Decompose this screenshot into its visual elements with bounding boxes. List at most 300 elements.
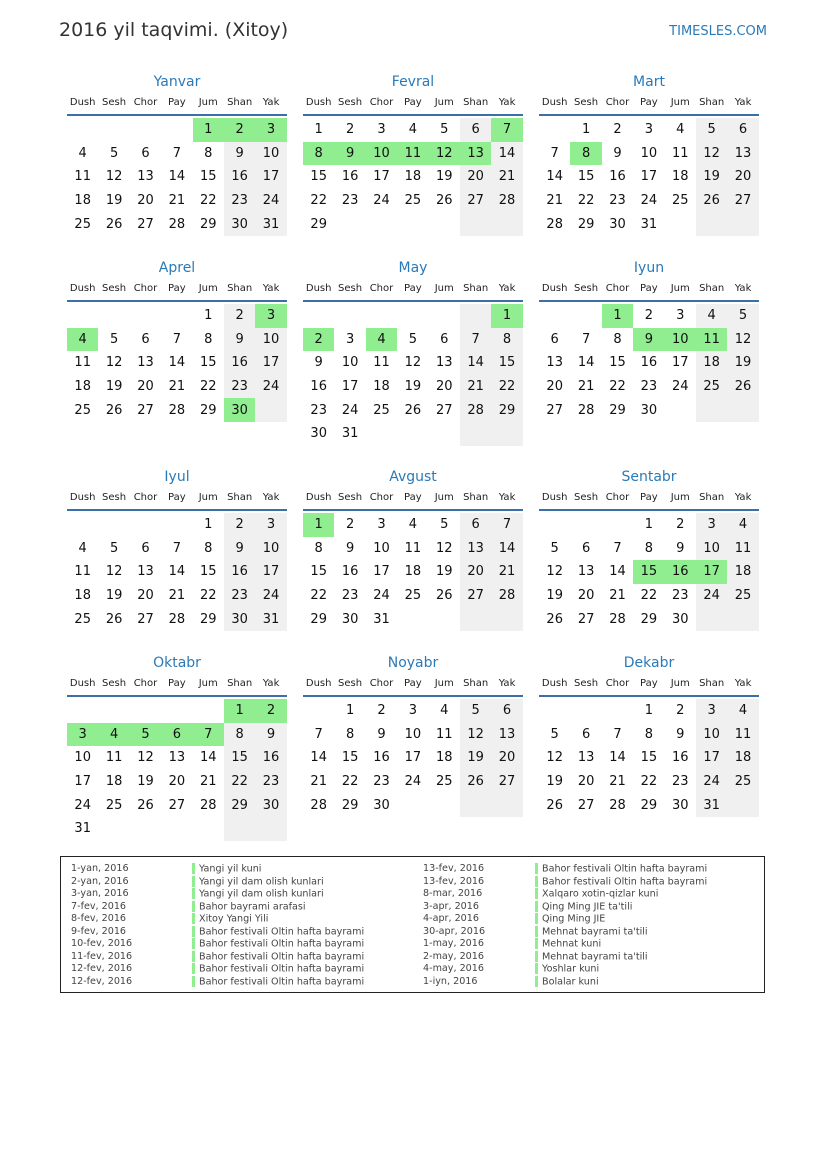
legend-holiday-name: [535, 938, 707, 951]
day-cell: 23: [373, 774, 390, 790]
empty-cell: [727, 793, 758, 817]
month-name: May: [398, 260, 428, 276]
day-cell: 6: [550, 331, 559, 347]
day-cell: 3: [696, 699, 727, 723]
day-cell: 15: [224, 746, 255, 770]
day-cell: 30: [224, 607, 255, 631]
weekday-label: Sesh: [574, 283, 599, 294]
day-cell: 12: [727, 328, 758, 352]
empty-cell: [255, 398, 286, 422]
day-cell: 29: [609, 402, 626, 418]
day-cell: 24: [696, 770, 727, 794]
day-cell: 8: [224, 723, 255, 747]
day-cell: 30: [341, 611, 359, 627]
weekday-label: Yak: [262, 492, 280, 503]
day-cell: 28: [491, 584, 522, 608]
weekday-label: Pay: [404, 283, 422, 294]
header-divider: [303, 300, 523, 302]
empty-cell: [193, 817, 224, 841]
holiday-marker: [192, 926, 195, 937]
legend-name-text: Bolalar kuni: [542, 976, 599, 987]
legend-name-text: Qing Ming JIE ta'tili: [542, 901, 633, 912]
legend-name-text: Yangi yil kuni: [199, 863, 262, 875]
day-cell: 2: [676, 517, 685, 533]
legend-holiday-name: [535, 963, 707, 976]
day-cell: 27: [546, 402, 563, 418]
weekday-label: Dush: [69, 97, 96, 108]
holiday-day-cell: 4: [366, 328, 397, 352]
day-cell: 29: [577, 216, 595, 232]
empty-cell: [130, 513, 161, 537]
month-name: Iyun: [633, 260, 665, 276]
holiday-day-cell: 10: [366, 142, 397, 166]
holiday-day-cell: 1: [193, 118, 224, 142]
day-grid: [303, 513, 523, 631]
holiday-marker: [192, 888, 195, 899]
brand-link[interactable]: TIMESLES.COM: [669, 24, 767, 39]
holiday-marker: [192, 963, 195, 974]
day-cell: 22: [199, 588, 217, 604]
weekday-label: Shan: [227, 97, 253, 108]
day-cell: 14: [460, 351, 491, 375]
empty-cell: [67, 118, 98, 142]
day-cell: 28: [199, 797, 217, 813]
weekday-header: [539, 280, 759, 300]
day-cell: 23: [310, 402, 327, 418]
empty-cell: [460, 304, 491, 328]
day-cell: 14: [168, 355, 186, 371]
legend-date: 3-yan, 2016: [71, 888, 129, 899]
weekday-label: Sesh: [102, 678, 127, 689]
legend-holiday-name: [535, 876, 707, 889]
day-cell: 24: [373, 588, 390, 604]
day-cell: 26: [546, 611, 563, 627]
day-cell: 3: [377, 122, 386, 138]
weekday-header: [67, 675, 287, 695]
holiday-day-cell: 1: [303, 513, 334, 537]
day-grid: [303, 118, 523, 236]
day-cell: 18: [74, 193, 91, 209]
weekday-label: Pay: [404, 678, 422, 689]
day-cell: 29: [310, 611, 327, 627]
day-cell: 27: [168, 797, 186, 813]
month-name: Fevral: [391, 74, 435, 90]
day-cell: 11: [74, 169, 91, 185]
empty-cell: [98, 513, 129, 537]
header-divider: [67, 300, 287, 302]
day-cell: 28: [609, 611, 626, 627]
day-cell: 19: [460, 746, 491, 770]
weekday-label: Yak: [734, 283, 752, 294]
day-cell: 12: [105, 355, 123, 371]
day-cell: 13: [460, 537, 491, 561]
weekday-header: [67, 280, 287, 300]
weekday-label: Shan: [227, 283, 253, 294]
holiday-marker: [535, 913, 538, 924]
day-cell: 7: [172, 331, 181, 347]
month-name: Sentabr: [621, 469, 677, 485]
weekday-label: Sesh: [102, 97, 127, 108]
empty-cell: [460, 212, 491, 236]
empty-cell: [539, 118, 570, 142]
empty-cell: [602, 699, 633, 723]
day-cell: 4: [727, 513, 758, 537]
day-grid: [303, 304, 523, 446]
weekday-label: Jum: [434, 492, 454, 503]
day-cell: 10: [640, 145, 658, 161]
day-grid: [67, 513, 287, 631]
day-cell: 13: [577, 564, 595, 580]
day-cell: 11: [105, 750, 123, 766]
legend-date: 2-yan, 2016: [71, 875, 129, 887]
day-cell: 16: [373, 750, 390, 766]
day-cell: 10: [696, 537, 727, 561]
day-cell: 6: [581, 540, 591, 556]
day-cell: 21: [460, 375, 491, 399]
weekday-label: Shan: [699, 97, 725, 108]
day-cell: 31: [255, 607, 286, 631]
day-cell: 18: [696, 351, 727, 375]
day-cell: 21: [168, 588, 186, 604]
month-name: Aprel: [158, 260, 196, 276]
day-cell: 21: [609, 774, 626, 790]
empty-cell: [570, 513, 601, 537]
weekday-label: Yak: [498, 283, 516, 294]
day-cell: 5: [550, 726, 559, 742]
legend-holiday-name: [192, 863, 364, 876]
weekday-label: Chor: [133, 283, 158, 294]
day-cell: 23: [224, 189, 255, 213]
weekday-label: Chor: [369, 678, 394, 689]
day-cell: 6: [727, 118, 758, 142]
empty-cell: [491, 212, 522, 236]
day-cell: 20: [137, 379, 154, 395]
day-cell: 23: [224, 584, 255, 608]
day-cell: 27: [727, 189, 758, 213]
empty-cell: [696, 607, 727, 631]
day-cell: 1: [581, 122, 591, 138]
empty-cell: [98, 699, 129, 723]
legend-date: 1-yan, 2016: [71, 863, 129, 874]
day-cell: 15: [491, 351, 522, 375]
legend-date: 7-fev, 2016: [71, 900, 127, 912]
holiday-day-cell: 16: [665, 560, 696, 584]
day-cell: 19: [137, 774, 154, 790]
day-cell: 17: [255, 165, 286, 189]
day-cell: 2: [224, 304, 255, 328]
empty-cell: [161, 118, 192, 142]
holiday-day-cell: 13: [460, 142, 491, 166]
empty-cell: [429, 212, 460, 236]
empty-cell: [161, 304, 192, 328]
weekday-label: Yak: [734, 492, 752, 503]
empty-cell: [491, 793, 522, 817]
month-oktabr: [67, 654, 287, 841]
day-cell: 11: [404, 540, 422, 556]
day-cell: 15: [609, 355, 626, 371]
weekday-label: Sesh: [574, 492, 599, 503]
day-cell: 23: [341, 588, 359, 604]
day-cell: 5: [550, 540, 559, 556]
day-cell: 4: [408, 122, 417, 138]
day-cell: 19: [435, 564, 453, 580]
legend-name-text: Yoshlar kuni: [542, 963, 600, 975]
day-cell: 16: [255, 746, 286, 770]
weekday-label: Jum: [670, 283, 690, 294]
day-cell: 30: [255, 793, 286, 817]
holiday-day-cell: 8: [303, 142, 334, 166]
day-cell: 12: [546, 750, 563, 766]
legend-name-text: Bahor festivali Oltin hafta bayrami: [199, 963, 365, 975]
day-cell: 21: [491, 165, 522, 189]
day-cell: 18: [373, 379, 390, 395]
day-cell: 14: [310, 750, 327, 766]
day-cell: 17: [373, 169, 390, 185]
legend-name-text: Mehnat kuni: [542, 938, 602, 950]
day-cell: 26: [404, 402, 422, 418]
month-mart: [539, 73, 759, 236]
legend-holiday-name: [192, 888, 364, 901]
day-cell: 21: [546, 193, 563, 209]
holiday-marker: [192, 913, 195, 924]
day-cell: 23: [609, 193, 626, 209]
day-cell: 16: [341, 564, 359, 580]
month-noyabr: [303, 654, 523, 817]
weekday-label: Pay: [168, 492, 186, 503]
day-cell: 4: [78, 145, 87, 161]
day-grid: [539, 304, 759, 422]
day-cell: 31: [696, 793, 727, 817]
day-cell: 6: [440, 331, 449, 347]
day-cell: 6: [460, 513, 491, 537]
holiday-legend: [60, 856, 765, 993]
holiday-day-cell: 2: [303, 328, 334, 352]
weekday-label: Yak: [262, 97, 280, 108]
day-cell: 5: [696, 118, 727, 142]
holiday-day-cell: 1: [491, 304, 522, 328]
day-cell: 8: [204, 540, 213, 556]
day-cell: 9: [224, 328, 255, 352]
day-cell: 20: [137, 588, 154, 604]
weekday-label: Jum: [198, 97, 218, 108]
day-cell: 15: [310, 169, 327, 185]
empty-cell: [429, 304, 460, 328]
day-cell: 7: [550, 145, 559, 161]
holiday-day-cell: 10: [665, 328, 696, 352]
day-cell: 20: [435, 379, 453, 395]
day-cell: 29: [224, 793, 255, 817]
empty-cell: [491, 422, 522, 446]
weekday-label: Jum: [198, 492, 218, 503]
day-cell: 20: [491, 746, 522, 770]
holiday-day-cell: 6: [161, 723, 192, 747]
day-cell: 11: [373, 355, 390, 371]
weekday-label: Dush: [541, 678, 568, 689]
header-divider: [303, 509, 523, 511]
legend-date: 4-may, 2016: [423, 963, 484, 974]
weekday-label: Chor: [369, 492, 394, 503]
day-cell: 29: [199, 611, 217, 627]
holiday-marker: [192, 951, 195, 962]
day-cell: 12: [137, 750, 154, 766]
weekday-header: [303, 489, 523, 509]
empty-cell: [429, 422, 460, 446]
holiday-day-cell: 3: [255, 304, 286, 328]
day-cell: 31: [373, 611, 390, 627]
day-cell: 19: [546, 774, 563, 790]
day-cell: 27: [577, 611, 595, 627]
holiday-day-cell: 4: [67, 328, 98, 352]
day-cell: 28: [546, 216, 563, 232]
day-cell: 12: [696, 142, 727, 166]
day-cell: 21: [577, 379, 595, 395]
weekday-label: Shan: [227, 492, 253, 503]
day-grid: [67, 118, 287, 236]
day-cell: 14: [546, 169, 563, 185]
weekday-label: Shan: [463, 283, 489, 294]
weekday-label: Sesh: [102, 492, 127, 503]
day-cell: 13: [137, 355, 154, 371]
day-cell: 16: [640, 355, 658, 371]
day-cell: 1: [314, 122, 323, 138]
holiday-day-cell: 7: [193, 723, 224, 747]
header-divider: [539, 509, 759, 511]
day-cell: 11: [74, 355, 91, 371]
holiday-marker: [535, 951, 538, 962]
legend-name-text: Bahor festivali Oltin hafta bayrami: [199, 976, 365, 987]
legend-date: 11-fev, 2016: [71, 950, 133, 962]
day-cell: 12: [435, 540, 453, 556]
day-cell: 19: [727, 351, 758, 375]
weekday-label: Pay: [404, 492, 422, 503]
weekday-label: Dush: [69, 283, 96, 294]
day-cell: 30: [671, 797, 689, 813]
empty-cell: [224, 817, 255, 841]
weekday-label: Dush: [69, 492, 96, 503]
day-cell: 24: [640, 193, 658, 209]
empty-cell: [130, 817, 161, 841]
day-cell: 29: [491, 398, 522, 422]
day-cell: 3: [676, 308, 685, 324]
day-cell: 5: [109, 145, 119, 161]
empty-cell: [255, 817, 286, 841]
legend-holiday-name: [192, 976, 364, 989]
day-cell: 15: [199, 355, 217, 371]
holiday-marker: [535, 876, 538, 887]
holiday-day-cell: 11: [696, 328, 727, 352]
legend-date: 12-fev, 2016: [71, 963, 133, 974]
weekday-label: Sesh: [338, 97, 363, 108]
day-cell: 14: [491, 142, 522, 166]
legend-date: 10-fev, 2016: [71, 938, 133, 949]
day-cell: 5: [408, 331, 417, 347]
weekday-header: [303, 280, 523, 300]
day-cell: 25: [404, 193, 422, 209]
legend-holiday-name: [192, 901, 364, 914]
page-title: 2016 yil taqvimi. (Xitoy): [59, 19, 289, 41]
day-cell: 13: [137, 169, 154, 185]
month-fevral: [303, 73, 523, 236]
empty-cell: [397, 212, 428, 236]
weekday-label: Sesh: [338, 492, 363, 503]
empty-cell: [130, 699, 161, 723]
empty-cell: [366, 212, 397, 236]
weekday-label: Pay: [640, 97, 658, 108]
day-cell: 4: [727, 699, 758, 723]
weekday-header: [539, 675, 759, 695]
day-cell: 21: [491, 560, 522, 584]
holiday-day-cell: 3: [67, 723, 98, 747]
day-cell: 23: [640, 379, 658, 395]
day-cell: 8: [345, 726, 355, 742]
month-may: [303, 259, 523, 446]
day-cell: 27: [137, 402, 154, 418]
legend-name-text: Bahor festivali Oltin hafta bayrami: [542, 863, 708, 875]
weekday-label: Sesh: [574, 97, 599, 108]
day-cell: 25: [105, 797, 123, 813]
month-name: Iyul: [164, 469, 190, 485]
day-cell: 13: [137, 564, 154, 580]
day-cell: 6: [491, 699, 522, 723]
day-cell: 22: [491, 375, 522, 399]
day-cell: 22: [640, 588, 658, 604]
day-cell: 22: [199, 193, 217, 209]
day-cell: 2: [377, 703, 386, 719]
legend-name-text: Yangi yil dam olish kunlari: [199, 876, 324, 887]
legend-date: 1-may, 2016: [423, 938, 484, 949]
day-cell: 17: [696, 746, 727, 770]
legend-holiday-name: [192, 876, 364, 889]
weekday-label: Jum: [434, 97, 454, 108]
day-cell: 12: [105, 169, 123, 185]
day-cell: 27: [491, 770, 522, 794]
day-cell: 22: [341, 774, 359, 790]
holiday-day-cell: 9: [334, 142, 365, 166]
day-cell: 1: [204, 517, 213, 533]
weekday-label: Chor: [605, 678, 630, 689]
day-cell: 30: [224, 212, 255, 236]
day-cell: 17: [74, 774, 91, 790]
day-cell: 7: [172, 145, 181, 161]
day-cell: 9: [224, 537, 255, 561]
day-cell: 23: [224, 375, 255, 399]
legend-date: 3-apr, 2016: [423, 900, 479, 912]
legend-holiday-name: [535, 888, 707, 901]
day-cell: 30: [373, 797, 390, 813]
day-cell: 14: [199, 750, 217, 766]
day-cell: 18: [404, 169, 422, 185]
weekday-label: Sesh: [574, 678, 599, 689]
day-cell: 20: [168, 774, 186, 790]
month-aprel: [67, 259, 287, 422]
day-cell: 13: [168, 750, 186, 766]
legend-name-text: Xitoy Yangi Yili: [199, 913, 269, 925]
day-cell: 12: [404, 355, 422, 371]
day-cell: 27: [435, 402, 453, 418]
day-cell: 24: [373, 193, 390, 209]
legend-holiday-name: [535, 976, 707, 989]
day-cell: 15: [640, 750, 658, 766]
weekday-label: Dush: [305, 97, 332, 108]
empty-cell: [397, 422, 428, 446]
holiday-day-cell: 3: [255, 118, 286, 142]
day-cell: 7: [460, 328, 491, 352]
legend-name-text: Bahor festivali Oltin hafta bayrami: [542, 876, 708, 887]
empty-cell: [460, 422, 491, 446]
day-cell: 26: [435, 588, 453, 604]
weekday-label: Jum: [670, 97, 690, 108]
holiday-day-cell: 11: [397, 142, 428, 166]
